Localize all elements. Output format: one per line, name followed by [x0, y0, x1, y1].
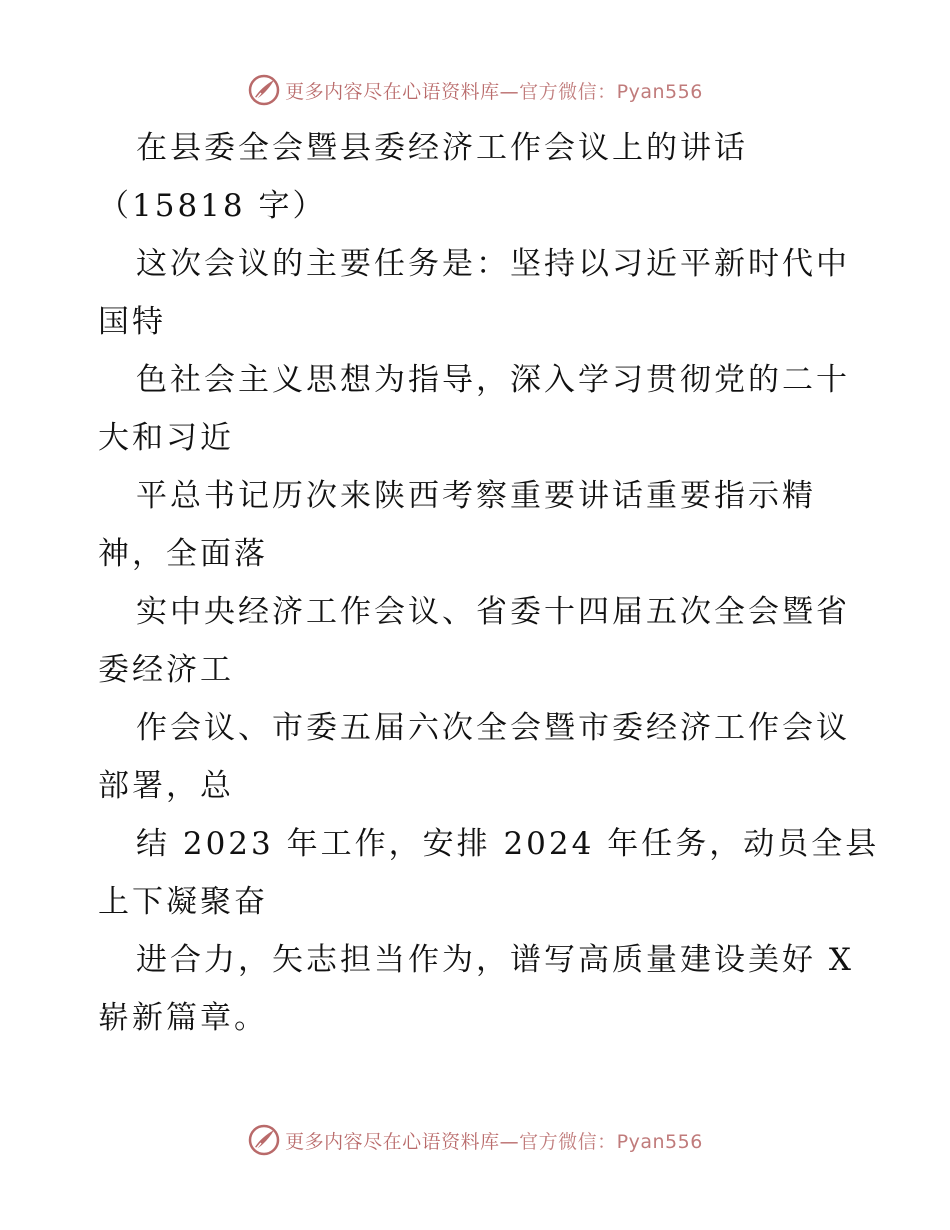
quill-logo-icon: [247, 1123, 281, 1157]
document-title: 在县委全会暨县委经济工作会议上的讲话: [136, 130, 748, 166]
paragraph-line: 委经济工: [98, 652, 234, 688]
paragraph-line: 大和习近: [98, 420, 234, 456]
paragraph-line: 进合力，矢志担当作为，谱写高质量建设美好 X: [136, 942, 854, 978]
paragraph-line: 上下凝聚奋: [98, 884, 268, 920]
paragraph-line: 实中央经济工作会议、省委十四届五次全会暨省: [136, 594, 850, 630]
banner-site-text: 更多内容尽在心语资料库: [285, 1130, 500, 1153]
banner-text: [285, 77, 703, 104]
banner-site-text: 更多内容尽在心语资料库: [285, 80, 500, 103]
banner-separator: —: [499, 1130, 520, 1153]
banner-text: [285, 1127, 703, 1154]
paragraph-line: 这次会议的主要任务是：坚持以习近平新时代中: [136, 246, 850, 282]
paragraph-line: 崭新篇章。: [98, 1000, 268, 1036]
banner-separator: —: [499, 80, 520, 103]
paragraph-line: 色社会主义思想为指导，深入学习贯彻党的二十: [136, 362, 850, 398]
paragraph-line: 国特: [98, 304, 166, 340]
paragraph-line: 平总书记历次来陕西考察重要讲话重要指示精: [136, 478, 816, 514]
header-banner: [0, 70, 950, 110]
word-count: （15818 字）: [98, 188, 327, 224]
paragraph-line: 作会议、市委五届六次全会暨市委经济工作会议: [136, 710, 850, 746]
quill-logo-icon: [247, 73, 281, 107]
paragraph-line: 部署，总: [98, 768, 234, 804]
footer-banner: [0, 1120, 950, 1160]
banner-wechat-text: 官方微信：Pyan556: [519, 80, 703, 103]
banner-wechat-text: 官方微信：Pyan556: [519, 1130, 703, 1153]
paragraph-line: 神，全面落: [98, 536, 268, 572]
paragraph-line: 结 2023 年工作，安排 2024 年任务，动员全县: [136, 826, 880, 862]
